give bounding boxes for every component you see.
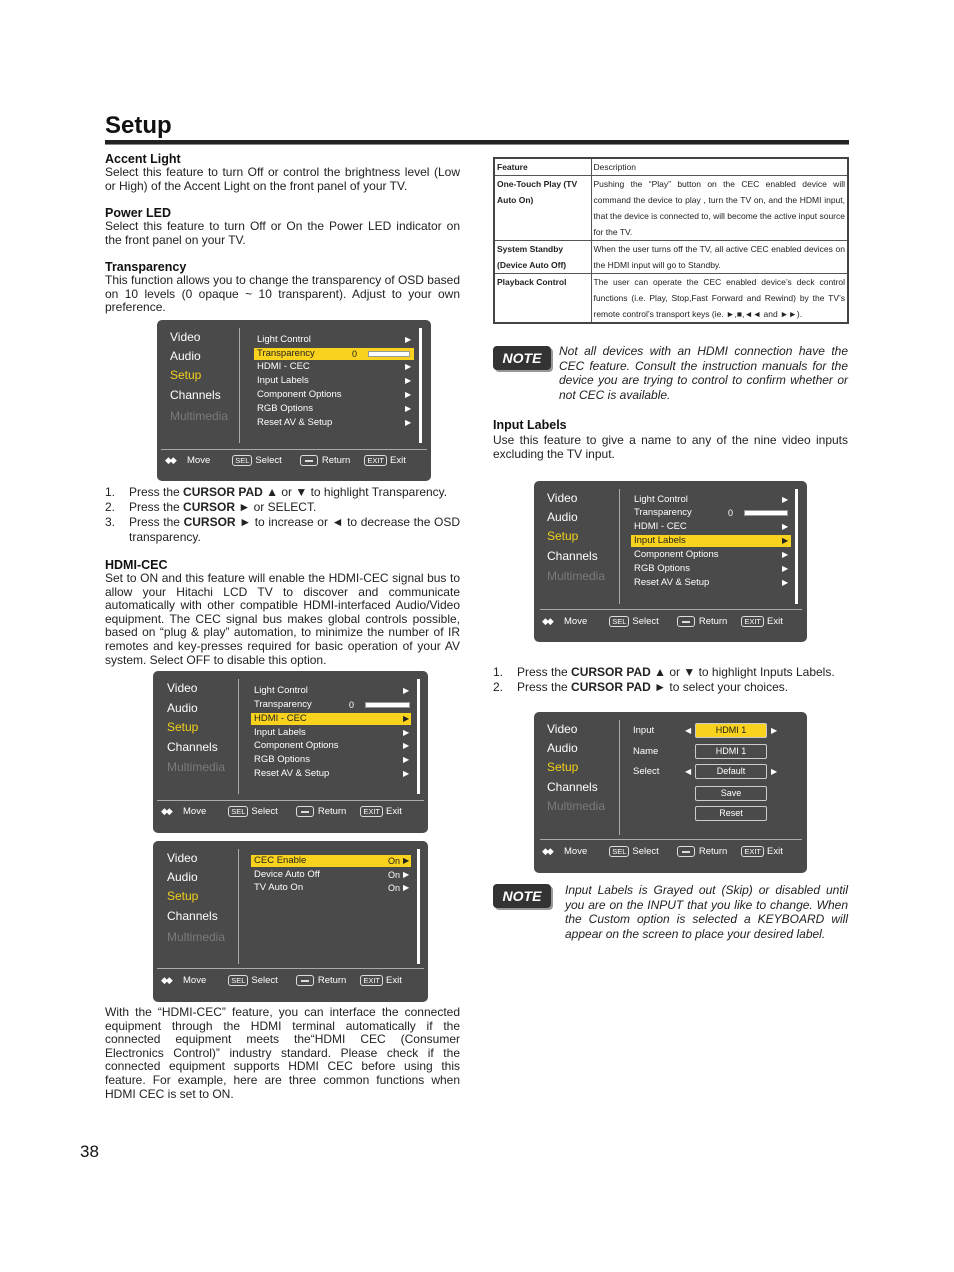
move-arrows-icon: ◆◆ [542, 616, 552, 626]
table-header-description: Description [591, 158, 848, 176]
table-row: Playback Control The user can operate the CEC enabled device’s deck control functions (i.e. Play, Stop,Fast Forward and Rewind) by the TV’s remote control’s transport keys (ie. ►,■,◄◄ and ►►). [494, 274, 848, 324]
move-arrows-icon: ◆◆ [165, 455, 175, 465]
footer-exit: Exit [386, 975, 402, 986]
transparency-text: This function allows you to change the transparency of OSD based on 10 levels (0 opaque ~ 10 transparent). Adjust to your own preference. [105, 273, 460, 315]
osd-device-auto-off-value: On [388, 870, 401, 880]
arrow-right-icon: ▶ [403, 856, 410, 865]
footer-move: Move [187, 455, 211, 466]
arrow-right-icon: ▶ [782, 495, 789, 504]
return-key-icon [677, 846, 695, 857]
move-arrows-icon: ◆◆ [161, 975, 171, 985]
exit-key-icon: EXIT [741, 616, 764, 627]
input-labels-text: Use this feature to give a name to any of the nine video inputs excluding the TV input. [493, 433, 848, 461]
footer-move: Move [183, 806, 207, 817]
arrow-right-icon: ▶ [405, 335, 412, 344]
hdmi-cec-text: Set to ON and this feature will enable the HDMI-CEC signal bus to allow your Hitachi LCD TV to discover and communicate automatically with other compatible HDMI-interfaced Audio/Video equipment. The CEC signal bus makes global controls possible, based on “plug & play” automation, to minimize the number of IR remotes and key-presses required for basic operation of your AV system. Select OFF to disable this option. [105, 571, 460, 667]
arrow-right-icon: ▶ [405, 376, 412, 385]
osd-cat-video: Video [170, 330, 201, 344]
footer-select: Select [632, 846, 659, 857]
osd-item-light-control: Light Control [257, 334, 311, 345]
arrow-right-icon: ▶ [771, 726, 778, 735]
osd-item-device-auto-off: Device Auto Off [254, 869, 320, 880]
footer-return: Return [317, 975, 347, 986]
footer-select: Select [632, 616, 659, 627]
osd-footer-divider [157, 968, 424, 969]
footer-move: Move [564, 846, 588, 857]
osd-cat-multimedia: Multimedia [170, 409, 229, 423]
osd-cat-video: Video [547, 722, 578, 736]
osd-item-hdmi-cec: HDMI - CEC [257, 361, 310, 372]
transparency-steps [105, 485, 460, 545]
arrow-right-icon: ▶ [403, 686, 410, 695]
list-item: 2. Press the CURSOR PAD ► to select your choices. [493, 680, 789, 694]
osd-setup-transparency [157, 320, 431, 481]
osd-hdmi-cec-submenu [153, 841, 428, 1002]
osd-item-input-labels: Input Labels [254, 727, 306, 738]
osd-cat-audio: Audio [170, 349, 201, 363]
osd-divider [619, 489, 620, 604]
osd-transparency-bar [744, 510, 788, 516]
exit-key-icon: EXIT [741, 846, 764, 857]
osd-input-labels-submenu [534, 712, 807, 873]
osd-cat-setup: Setup [167, 889, 199, 903]
osd-setup-input-labels [534, 481, 807, 642]
hdmi-cec-after-text: With the “HDMI-CEC” feature, you can interface the connected equipment through the HDMI terminal automatically if the connected equipment meets the“HDMI CEC (Consumer Electronics Control)” industry standard. Please check if the connected equipment supports HDMI CEC before using this feature. For example, here are three common functions when HDMI CEC is set to ON. [105, 1005, 460, 1101]
arrow-right-icon: ▶ [782, 564, 789, 573]
return-key-icon [300, 455, 318, 466]
note-text: Input Labels is Grayed out (Skip) or disabled until you are on the INPUT that you like to change. When the Custom option is selected a KEYBOARD will appear on the screen to place your desired label. [565, 883, 848, 941]
osd-cat-video: Video [167, 851, 198, 865]
osd-cat-setup: Setup [167, 720, 199, 734]
osd-footer [542, 616, 783, 627]
osd-transparency-value: 0 [728, 508, 734, 518]
footer-exit: Exit [767, 616, 783, 627]
osd-cat-video: Video [547, 491, 578, 505]
osd-cat-multimedia: Multimedia [167, 760, 226, 774]
arrow-right-icon: ▶ [403, 728, 410, 737]
arrow-right-icon: ▶ [405, 362, 412, 371]
footer-return: Return [321, 455, 351, 466]
exit-key-icon: EXIT [364, 455, 387, 466]
osd-cat-multimedia: Multimedia [167, 930, 226, 944]
osd-cat-video: Video [167, 681, 198, 695]
arrow-right-icon: ▶ [405, 404, 412, 413]
move-arrows-icon: ◆◆ [542, 846, 552, 856]
osd-divider [238, 679, 239, 794]
osd-footer-divider [161, 449, 427, 450]
accent-light-heading: Accent Light [105, 152, 181, 166]
osd-reset-button: Reset [695, 806, 767, 821]
osd-item-rgb-options: RGB Options [254, 754, 310, 765]
osd-footer [161, 975, 402, 986]
arrow-right-icon: ▶ [782, 522, 789, 531]
osd-cat-channels: Channels [547, 780, 598, 794]
osd-divider [239, 328, 240, 443]
footer-return: Return [317, 806, 347, 817]
osd-setup-hdmi-cec [153, 671, 428, 833]
arrow-right-icon: ▶ [405, 418, 412, 427]
title-rule [105, 140, 849, 145]
power-led-heading: Power LED [105, 206, 171, 220]
osd-footer [161, 806, 402, 817]
osd-item-reset: Reset AV & Setup [634, 577, 710, 588]
cec-features-table [493, 157, 849, 324]
footer-exit: Exit [390, 455, 406, 466]
footer-exit: Exit [767, 846, 783, 857]
osd-cat-multimedia: Multimedia [547, 569, 606, 583]
arrow-right-icon: ▶ [403, 883, 410, 892]
list-item: 1. Press the CURSOR PAD ▲ or ▼ to highlight Inputs Labels. [493, 665, 835, 679]
exit-key-icon: EXIT [360, 806, 383, 817]
osd-transparency-bar [365, 702, 410, 708]
osd-cat-channels: Channels [167, 909, 218, 923]
osd-item-transparency: Transparency [254, 699, 312, 710]
osd-transparency-value: 0 [352, 349, 358, 359]
return-key-icon [296, 806, 314, 817]
return-key-icon [677, 616, 695, 627]
osd-cat-channels: Channels [167, 740, 218, 754]
sel-key-icon: SEL [228, 806, 248, 817]
osd-footer [542, 846, 783, 857]
osd-cat-channels: Channels [170, 388, 221, 402]
arrow-right-icon: ▶ [782, 550, 789, 559]
move-arrows-icon: ◆◆ [161, 806, 171, 816]
osd-item-light-control: Light Control [254, 685, 308, 696]
osd-item-transparency: Transparency [634, 507, 692, 518]
sel-key-icon: SEL [609, 846, 629, 857]
osd-cat-setup: Setup [170, 368, 202, 382]
osd-item-rgb-options: RGB Options [634, 563, 690, 574]
footer-select: Select [251, 975, 278, 986]
osd-scrollbar [419, 328, 422, 443]
note-text: Not all devices with an HDMI connection have the CEC feature. Consult the instruction manuals for the device you are trying to control to confirm whether or not CEC is available. [559, 344, 848, 402]
osd-footer-divider [157, 800, 424, 801]
osd-item-transparency: Transparency [254, 348, 414, 360]
osd-item-light-control: Light Control [634, 494, 688, 505]
table-header-feature: Feature [494, 158, 591, 176]
sel-key-icon: SEL [228, 975, 248, 986]
table-header-row [494, 158, 848, 176]
input-labels-steps [493, 665, 848, 695]
transparency-heading: Transparency [105, 260, 187, 274]
osd-item-hdmi-cec: HDMI - CEC [634, 521, 687, 532]
osd-transparency-bar [368, 351, 410, 357]
osd-cat-audio: Audio [547, 510, 578, 524]
accent-light-text: Select this feature to turn Off or control the brightness level (Low or High) of the Accent Light on the front panel of your TV. [105, 165, 460, 193]
osd-item-reset: Reset AV & Setup [254, 768, 330, 779]
osd-cat-audio: Audio [167, 701, 198, 715]
osd-item-reset: Reset AV & Setup [257, 417, 333, 428]
arrow-right-icon: ▶ [405, 390, 412, 399]
arrow-left-icon: ◀ [685, 767, 692, 776]
power-led-text: Select this feature to turn Off or On the Power LED indicator on the front panel on your TV. [105, 219, 460, 247]
table-row: One-Touch Play (TV Auto On) Pushing the “Play” button on the CEC enabled device will command the device to play , turn the TV on, and the HDMI input, that the device is connected to, will become the active input source for the TV. [494, 176, 848, 241]
list-item: 1. Press the CURSOR PAD ▲ or ▼ to highlight Transparency. [105, 485, 448, 499]
footer-move: Move [564, 616, 588, 627]
osd-cat-setup: Setup [547, 760, 579, 774]
osd-item-rgb-options: RGB Options [257, 403, 313, 414]
note-badge: NOTE [493, 884, 551, 908]
osd-cec-enable-value: On [388, 856, 401, 866]
sel-key-icon: SEL [609, 616, 629, 627]
list-item: 3. Press the CURSOR ► to increase or ◄ to decrease the OSD transparency. [105, 515, 460, 544]
osd-footer [165, 455, 406, 466]
osd-row-name-label: Name [633, 746, 659, 757]
osd-item-component-options: Component Options [257, 389, 342, 400]
arrow-left-icon: ◀ [685, 726, 692, 735]
arrow-right-icon: ▶ [403, 714, 410, 723]
input-labels-heading: Input Labels [493, 418, 567, 432]
osd-cat-setup: Setup [547, 529, 579, 543]
osd-transparency-value: 0 [349, 700, 355, 710]
osd-item-cec-enable: CEC Enable [251, 855, 411, 867]
osd-cat-channels: Channels [547, 549, 598, 563]
osd-divider [619, 720, 620, 835]
arrow-right-icon: ▶ [403, 755, 410, 764]
osd-tv-auto-on-value: On [388, 883, 401, 893]
osd-row-input-label: Input [633, 725, 655, 736]
osd-item-tv-auto-on: TV Auto On [254, 882, 304, 893]
arrow-right-icon: ▶ [771, 767, 778, 776]
footer-return: Return [698, 616, 728, 627]
hdmi-cec-heading: HDMI-CEC [105, 558, 168, 572]
osd-item-component-options: Component Options [254, 740, 339, 751]
sel-key-icon: SEL [232, 455, 252, 466]
osd-scrollbar [417, 679, 420, 794]
osd-select-value: Default [695, 764, 767, 779]
osd-save-button: Save [695, 786, 767, 801]
page-title: Setup [105, 112, 172, 139]
osd-item-component-options: Component Options [634, 549, 719, 560]
osd-cat-multimedia: Multimedia [547, 799, 606, 813]
osd-divider [238, 849, 239, 964]
osd-footer-divider [540, 609, 802, 610]
osd-row-select-label: Select [633, 766, 660, 777]
footer-select: Select [255, 455, 282, 466]
arrow-right-icon: ▶ [782, 578, 789, 587]
osd-item-input-labels: Input Labels [631, 535, 791, 547]
arrow-right-icon: ▶ [782, 536, 789, 545]
osd-cat-audio: Audio [547, 741, 578, 755]
arrow-right-icon: ▶ [403, 769, 410, 778]
footer-return: Return [698, 846, 728, 857]
arrow-right-icon: ▶ [403, 870, 410, 879]
footer-exit: Exit [386, 806, 402, 817]
page-number: 38 [80, 1142, 99, 1161]
table-row: System Standby (Device Auto Off) When the user turns off the TV, all active CEC enabled devices on the HDMI input will go to Standby. [494, 241, 848, 274]
osd-item-input-labels: Input Labels [257, 375, 309, 386]
exit-key-icon: EXIT [360, 975, 383, 986]
list-item: 2. Press the CURSOR ► or SELECT. [105, 500, 317, 514]
osd-footer-divider [540, 839, 802, 840]
footer-select: Select [251, 806, 278, 817]
note-badge: NOTE [493, 346, 551, 370]
osd-item-hdmi-cec: HDMI - CEC [251, 713, 411, 725]
osd-name-value: HDMI 1 [695, 744, 767, 759]
osd-input-value: HDMI 1 [695, 723, 767, 738]
arrow-right-icon: ▶ [403, 741, 410, 750]
osd-cat-audio: Audio [167, 870, 198, 884]
return-key-icon [296, 975, 314, 986]
osd-scrollbar [417, 849, 420, 964]
osd-scrollbar [795, 489, 798, 604]
footer-move: Move [183, 975, 207, 986]
